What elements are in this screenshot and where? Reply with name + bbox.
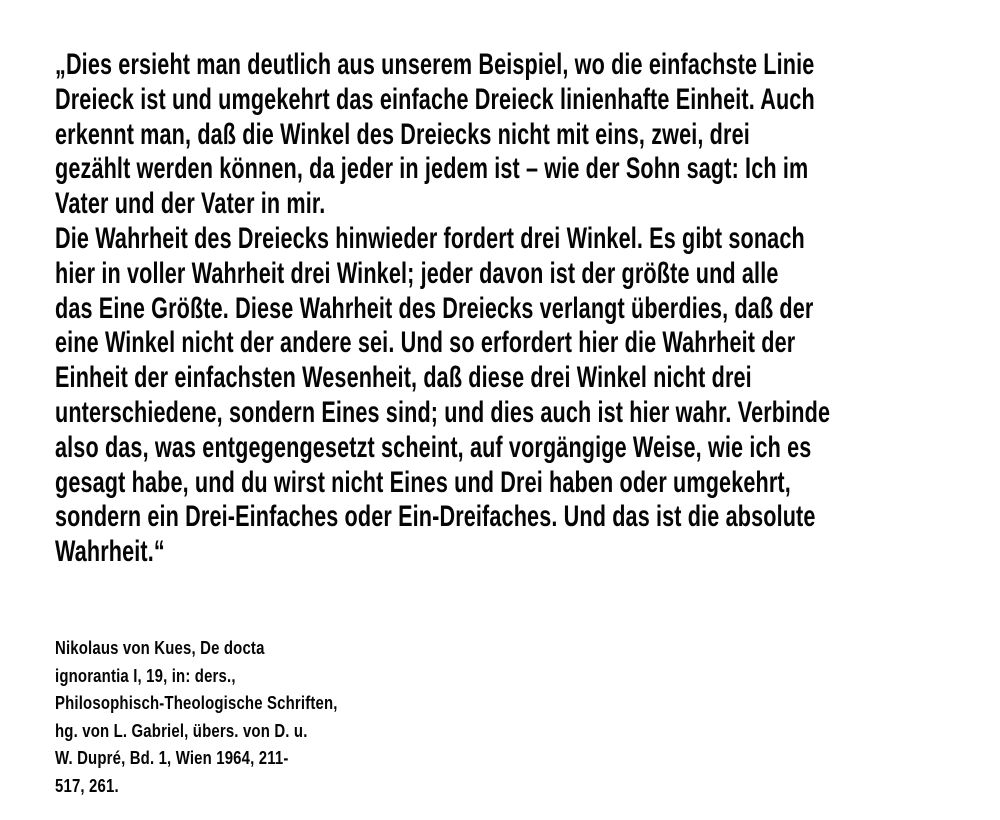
citation-line: W. Dupré, Bd. 1, Wien 1964, 211- xyxy=(55,748,289,769)
quote-line: also das, was entgegengesetzt scheint, auf vorgängige Weise, wie ich es xyxy=(55,430,812,464)
quote-line: gesagt habe, und du wirst nicht Eines und Drei haben oder umgekehrt, xyxy=(55,465,791,499)
citation-line: hg. von L. Gabriel, übers. von D. u. xyxy=(55,720,308,741)
quote-line: sondern ein Drei-Einfaches oder Ein-Dreifaches. Und das ist die absolute xyxy=(55,500,816,534)
quote-line: unterschiedene, sondern Eines sind; und dies auch ist hier wahr. Verbinde xyxy=(55,395,831,429)
quote-line: gezählt werden können, da jeder in jedem ist – wie der Sohn sagt: Ich im xyxy=(55,152,809,186)
citation-block xyxy=(55,635,404,801)
citation-line: Nikolaus von Kues, De docta xyxy=(55,638,265,658)
quote-line: „Dies ersieht man deutlich aus unserem Beispiel, wo die einfachste Linie xyxy=(55,48,815,81)
quote-block xyxy=(55,48,919,570)
quote-line: Einheit der einfachsten Wesenheit, daß diese drei Winkel nicht drei xyxy=(55,361,752,395)
quote-line: Wahrheit.“ xyxy=(55,535,165,569)
quote-line: eine Winkel nicht der andere sei. Und so erfordert hier die Wahrheit der xyxy=(55,326,796,360)
quote-line: erkennt man, daß die Winkel des Dreiecks nicht mit eins, zwei, drei xyxy=(55,117,750,151)
citation-line: Philosophisch-Theologische Schriften, xyxy=(55,693,338,714)
quote-line: Vater und der Vater in mir. xyxy=(55,187,326,221)
quote-line: Die Wahrheit des Dreiecks hinwieder fordert drei Winkel. Es gibt sonach xyxy=(55,221,805,255)
quote-line: Dreieck ist und umgekehrt das einfache Dreieck linienhafte Einheit. Auch xyxy=(55,82,815,116)
quote-line: das Eine Größte. Diese Wahrheit des Dreiecks verlangt überdies, daß der xyxy=(55,291,814,325)
citation-line: 517, 261. xyxy=(55,775,119,796)
citation-line: ignorantia I, 19, in: ders., xyxy=(55,665,236,686)
quote-line: hier in voller Wahrheit drei Winkel; jeder davon ist der größte und alle xyxy=(55,256,779,290)
